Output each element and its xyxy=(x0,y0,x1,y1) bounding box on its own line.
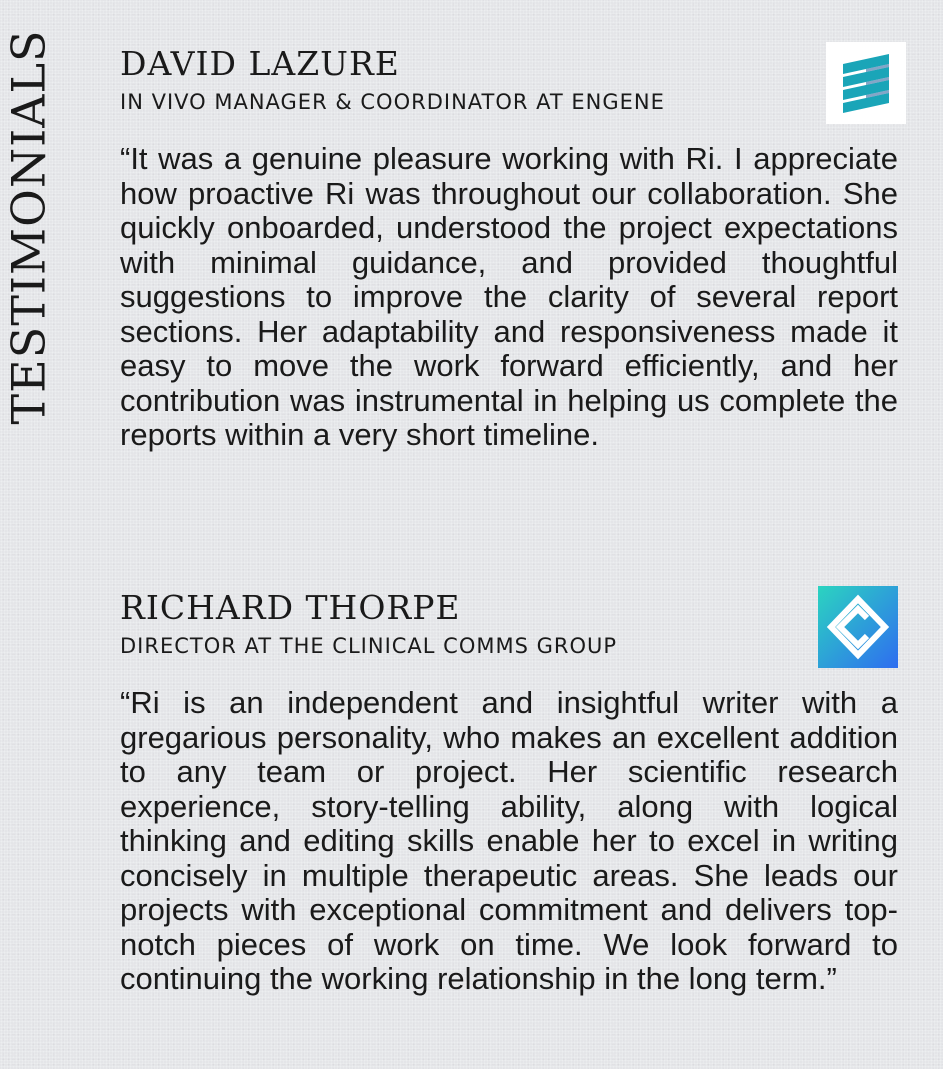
testimonial-name: RICHARD THORPE xyxy=(120,588,461,627)
testimonial-role: IN VIVO MANAGER & COORDINATOR AT ENGENE xyxy=(120,90,665,114)
testimonial-quote: “Ri is an independent and insightful writer with a gregarious personality, who makes an excellent addition to any team or project. Her scientific research experience, story-telling ability, along with logical thinking and editing skills enable her to excel in writing concisely in multiple therapeutic areas. She leads our projects with exceptional commitment and delivers top-notch pieces of work on time. We look forward to continuing the working relationship in the long term.” xyxy=(120,685,898,996)
testimonial-role: DIRECTOR AT THE CLINICAL COMMS GROUP xyxy=(120,634,618,658)
testimonial-card xyxy=(120,42,898,453)
engene-logo-icon xyxy=(826,42,906,124)
testimonial-name: DAVID LAZURE xyxy=(120,44,400,83)
section-title: TESTIMONIALS xyxy=(2,29,57,425)
clinical-comms-logo-icon xyxy=(818,586,898,668)
testimonial-quote: “It was a genuine pleasure working with Ri. I appreciate how proactive Ri was throughout our collaboration. She quickly onboarded, understood the project expectations with minimal guidance, and provided thoughtful suggestions to improve the clarity of several report sections. Her adaptability and responsiveness made it easy to move the work forward efficiently, and her contribution was instrumental in helping us complete the reports within a very short timeline. xyxy=(120,141,898,452)
testimonial-card xyxy=(120,586,898,997)
section-title-container xyxy=(2,29,57,425)
